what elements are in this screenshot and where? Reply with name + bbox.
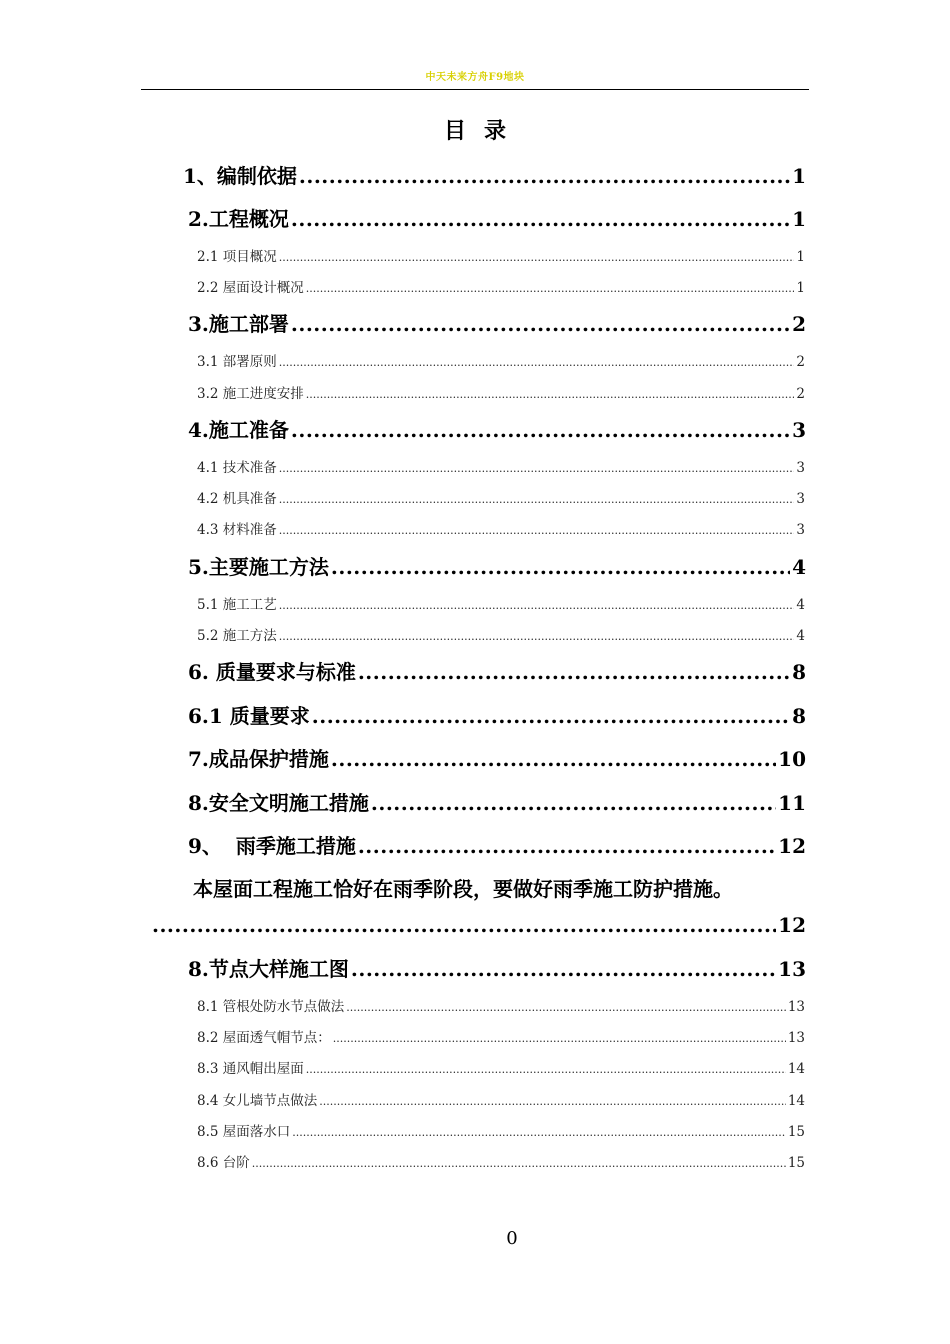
toc-entry-label: 1、编制依据 bbox=[183, 164, 297, 188]
toc-leader bbox=[279, 356, 795, 369]
toc-entry[interactable] bbox=[197, 624, 805, 646]
toc-entry[interactable] bbox=[197, 1120, 805, 1142]
toc-entry-page: 14 bbox=[787, 1093, 805, 1109]
toc-note: 本屋面工程施工恰好在雨季阶段，要做好雨季施工防护措施。 bbox=[193, 877, 733, 901]
toc-entry-label: 4.2 机具准备 bbox=[197, 491, 277, 507]
toc-entry-label: 2.2 屋面设计概况 bbox=[197, 280, 304, 296]
toc-leader bbox=[358, 834, 776, 858]
toc-leader bbox=[331, 747, 776, 771]
toc-entry-label: 5.2 施工方法 bbox=[197, 628, 277, 644]
toc-entry[interactable] bbox=[197, 456, 805, 478]
toc-entry-page: 1 bbox=[792, 164, 806, 188]
toc-entry-label: 3.施工部署 bbox=[188, 312, 289, 336]
toc-entry-page: 3 bbox=[796, 491, 805, 507]
toc-leader bbox=[291, 207, 790, 231]
toc-entry-page: 2 bbox=[796, 386, 805, 402]
toc-entry[interactable] bbox=[197, 1057, 805, 1079]
page-number: 0 bbox=[506, 1228, 518, 1249]
toc-entry-label: 8.1 管根处防水节点做法 bbox=[197, 999, 345, 1015]
toc-entry[interactable] bbox=[188, 414, 806, 444]
toc-entry-label: 7.成品保护措施 bbox=[188, 747, 329, 771]
toc-entry-label: 5.1 施工工艺 bbox=[197, 597, 277, 613]
toc-entry[interactable] bbox=[197, 1151, 805, 1173]
toc-entry-page: 1 bbox=[792, 207, 806, 231]
toc-entry[interactable] bbox=[197, 1089, 805, 1111]
toc-entry-page: 13 bbox=[778, 957, 806, 981]
toc-leader bbox=[152, 913, 776, 937]
toc-entry-page: 8 bbox=[792, 660, 806, 684]
toc-entry[interactable] bbox=[197, 593, 805, 615]
toc-entry-page: 15 bbox=[787, 1124, 805, 1140]
toc-leader bbox=[279, 630, 795, 643]
toc-leader bbox=[306, 388, 795, 401]
toc-entry[interactable] bbox=[197, 995, 805, 1017]
toc-entry-page: 4 bbox=[792, 555, 806, 579]
toc-leader bbox=[351, 957, 776, 981]
toc-entry[interactable] bbox=[197, 350, 805, 372]
toc-entry-label: 4.3 材料准备 bbox=[197, 522, 277, 538]
toc-entry[interactable] bbox=[197, 382, 805, 404]
toc-entry-page: 12 bbox=[778, 834, 806, 858]
toc-entry[interactable] bbox=[197, 276, 805, 298]
toc-entry-label: 8.4 女儿墙节点做法 bbox=[197, 1093, 318, 1109]
toc-entry-label: 8.5 屋面落水口 bbox=[197, 1124, 291, 1140]
toc-entry-page: 13 bbox=[787, 999, 805, 1015]
toc-entry-label: 3.2 施工进度安排 bbox=[197, 386, 304, 402]
toc-entry-page: 14 bbox=[787, 1061, 805, 1077]
toc-leader bbox=[292, 1126, 786, 1139]
toc-entry-label: 8.2 屋面透气帽节点： bbox=[197, 1030, 331, 1046]
toc-leader bbox=[331, 555, 790, 579]
toc-entry[interactable] bbox=[183, 160, 806, 190]
toc-entry-page: 3 bbox=[792, 418, 806, 442]
toc-entry-label: 8.安全文明施工措施 bbox=[188, 791, 369, 815]
toc-leader bbox=[306, 282, 795, 295]
toc-leader bbox=[279, 462, 795, 475]
toc-leader bbox=[333, 1032, 786, 1045]
toc-entry-label: 5.主要施工方法 bbox=[188, 555, 329, 579]
toc-entry-label: 8.6 台阶 bbox=[197, 1155, 250, 1171]
toc-entry[interactable] bbox=[188, 656, 806, 686]
toc-entry-page: 2 bbox=[792, 312, 806, 336]
toc-leader bbox=[252, 1157, 786, 1170]
toc-entry[interactable] bbox=[188, 953, 806, 983]
toc-entry-page: 12 bbox=[778, 913, 806, 937]
toc-leader bbox=[312, 704, 790, 728]
toc-entry[interactable] bbox=[188, 308, 806, 338]
toc-leader bbox=[306, 1063, 786, 1076]
toc-entry-page: 3 bbox=[796, 522, 805, 538]
toc-entry-page: 2 bbox=[796, 354, 805, 370]
toc-entry[interactable] bbox=[188, 787, 806, 817]
toc-leader bbox=[291, 418, 790, 442]
toc-leader bbox=[371, 791, 776, 815]
header-text: 中天未来方舟F9地块 bbox=[425, 72, 525, 83]
toc-entry-page: 4 bbox=[796, 628, 805, 644]
toc-entry-label: 3.1 部署原则 bbox=[197, 354, 277, 370]
toc-entry[interactable] bbox=[188, 203, 806, 233]
toc-entry[interactable] bbox=[197, 487, 805, 509]
toc-entry-label: 4.1 技术准备 bbox=[197, 460, 277, 476]
toc-entry-label: 2.1 项目概况 bbox=[197, 249, 277, 265]
toc-entry-label: 2.工程概况 bbox=[188, 207, 289, 231]
toc-entry[interactable] bbox=[197, 1026, 805, 1048]
toc-entry-label: 4.施工准备 bbox=[188, 418, 289, 442]
toc-entry-label: 6.1 质量要求 bbox=[188, 704, 310, 728]
toc-leader bbox=[291, 312, 790, 336]
toc-entry[interactable] bbox=[150, 913, 806, 943]
toc-entry[interactable] bbox=[188, 830, 806, 860]
toc-entry[interactable] bbox=[188, 700, 806, 730]
toc-entry[interactable] bbox=[188, 743, 806, 773]
toc-entry-page: 3 bbox=[796, 460, 805, 476]
toc-entry[interactable] bbox=[197, 245, 805, 267]
toc-entry-page: 13 bbox=[787, 1030, 805, 1046]
toc-leader bbox=[279, 493, 795, 506]
toc-entry-page: 4 bbox=[796, 597, 805, 613]
toc-leader bbox=[299, 164, 790, 188]
toc-entry-label: 6. 质量要求与标准 bbox=[188, 660, 356, 684]
toc-leader bbox=[358, 660, 790, 684]
toc-entry-page: 1 bbox=[796, 249, 805, 265]
header-rule bbox=[141, 89, 809, 90]
toc-leader bbox=[279, 524, 795, 537]
toc-entry-label: 9、 雨季施工措施 bbox=[188, 834, 356, 858]
toc-entry-page: 11 bbox=[778, 791, 806, 815]
toc-leader bbox=[346, 1001, 786, 1014]
toc-leader bbox=[279, 251, 795, 264]
toc-entry-page: 8 bbox=[792, 704, 806, 728]
toc-entry-label: 8.节点大样施工图 bbox=[188, 957, 349, 981]
toc-entry-page: 10 bbox=[778, 747, 806, 771]
toc-title: 目录 bbox=[443, 118, 524, 144]
toc-leader bbox=[319, 1095, 786, 1108]
toc-entry-page: 1 bbox=[796, 280, 805, 296]
toc-entry-label: 8.3 通风帽出屋面 bbox=[197, 1061, 304, 1077]
toc-leader bbox=[279, 599, 795, 612]
toc-entry-page: 15 bbox=[787, 1155, 805, 1171]
toc-entry[interactable] bbox=[188, 551, 806, 581]
toc-entry[interactable] bbox=[197, 518, 805, 540]
